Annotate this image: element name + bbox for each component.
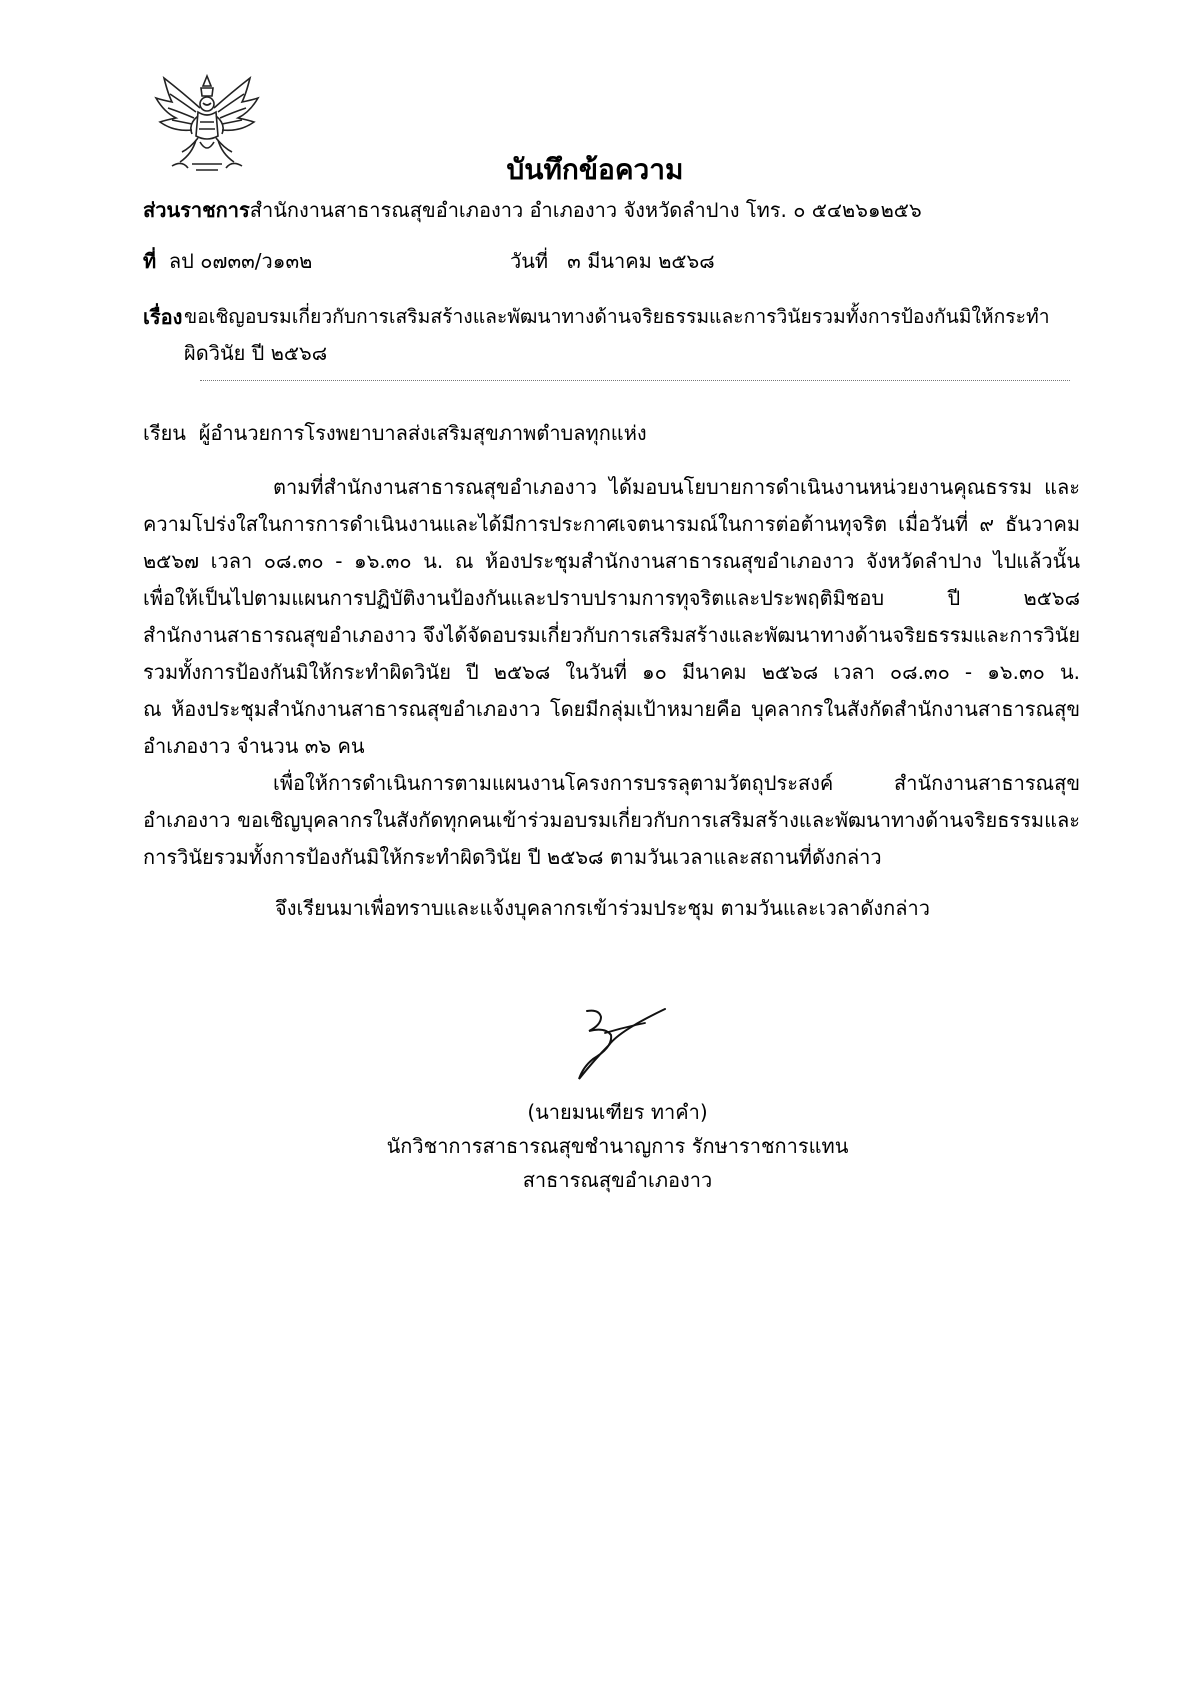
- para1-line-2: ความโปร่งใสในการการดำเนินงานและได้มีการประกาศเจตนารมณ์ในการต่อต้านทุจริต เมื่อวันที่ ๙ ธันวาคม: [143, 512, 1080, 536]
- salutation-label: เรียน: [143, 421, 186, 445]
- subject-line-1: ขอเชิญอบรมเกี่ยวกับการเสริมสร้างและพัฒนาทางด้านจริยธรรมและการวินัยรวมทั้งการป้องกันมิให้กระทำ: [184, 305, 1050, 328]
- reference-label: ที่: [143, 249, 157, 273]
- subject-label: [143, 302, 182, 332]
- date-label: วันที่: [510, 249, 549, 273]
- closing-line: จึงเรียนมาเพื่อทราบและแจ้งบุคลากรเข้าร่วมประชุม ตามวันและเวลาดังกล่าว: [275, 896, 930, 920]
- date-line: [510, 246, 715, 276]
- para2-line-1: เพื่อให้การดำเนินการตามแผนงานโครงการบรรลุตามวัตถุประสงค์ สำนักงานสาธารณสุข: [273, 771, 1080, 795]
- para2-line-2: อำเภองาว ขอเชิญบุคลากรในสังกัดทุกคนเข้าร่วมอบรมเกี่ยวกับการเสริมสร้างและพัฒนาทางด้านจริยธรรมและ: [143, 808, 1080, 832]
- signatory-position-2: สาธารณสุขอำเภองาว: [522, 1168, 713, 1192]
- handwritten-signature: [575, 1005, 670, 1083]
- para1-line-5: สำนักงานสาธารณสุขอำเภองาว จึงได้จัดอบรมเกี่ยวกับการเสริมสร้างและพัฒนาทางด้านจริยธรรมและการวินัย: [143, 623, 1081, 647]
- para1-line-4: เพื่อให้เป็นไปตามแผนการปฏิบัติงานป้องกันและปราบปรามการทุจริตและประพฤติมิชอบ ปี ๒๕๖๘: [143, 586, 1080, 610]
- para1-line-1: ตามที่สำนักงานสาธารณสุขอำเภองาว ได้มอบนโยบายการดำเนินงานหน่วยงานคุณธรรม และ: [273, 475, 1080, 499]
- para1-line-6: รวมทั้งการป้องกันมิให้กระทำผิดวินัย ปี ๒๕๖๘ ในวันที่ ๑๐ มีนาคม ๒๕๖๘ เวลา ๐๘.๓๐ - ๑๖.๓๐ น.: [143, 660, 1080, 684]
- reference-value: ลป ๐๗๓๓/ว๑๓๒: [168, 249, 313, 273]
- signatory-name: (นายมนเฑียร ทาคำ): [527, 1100, 708, 1124]
- agency-line: [143, 195, 922, 225]
- date-value: ๓ มีนาคม ๒๕๖๘: [567, 249, 715, 273]
- agency-value: สำนักงานสาธารณสุขอำเภองาว อำเภองาว จังหวัดลำปาง โทร. ๐ ๕๔๒๖๑๒๕๖: [249, 198, 922, 222]
- para1-line-8: อำเภองาว จำนวน ๓๖ คน: [143, 734, 365, 758]
- para1-line-3: ๒๕๖๗ เวลา ๐๘.๓๐ - ๑๖.๓๐ น. ณ ห้องประชุมสำนักงานสาธารณสุขอำเภองาว จังหวัดลำปาง ไปแล้วนั้น: [143, 549, 1081, 573]
- para1-line-7: ณ ห้องประชุมสำนักงานสาธารณสุขอำเภองาว โดยมีกลุ่มเป้าหมายคือ บุคลากรในสังกัดสำนักงานสาธารณสุข: [143, 697, 1080, 721]
- agency-label: ส่วนราชการ: [143, 198, 250, 222]
- reference-line: [143, 246, 312, 276]
- subject-label-text: เรื่อง: [143, 305, 183, 329]
- signatory-position-1: นักวิชาการสาธารณสุขชำนาญการ รักษาราชการแทน: [386, 1134, 849, 1158]
- memo-title: บันทึกข้อความ: [506, 153, 684, 186]
- para2-line-3: การวินัยรวมทั้งการป้องกันมิให้กระทำผิดวินัย ปี ๒๕๖๘ ตามวันเวลาและสถานที่ดังกล่าว: [143, 845, 882, 869]
- salutation: [143, 418, 647, 448]
- salutation-value: ผู้อำนวยการโรงพยาบาลส่งเสริมสุขภาพตำบลทุกแห่ง: [198, 421, 647, 445]
- subject-divider: [200, 380, 1070, 381]
- subject-line-2: ผิดวินัย ปี ๒๕๖๘: [184, 341, 328, 365]
